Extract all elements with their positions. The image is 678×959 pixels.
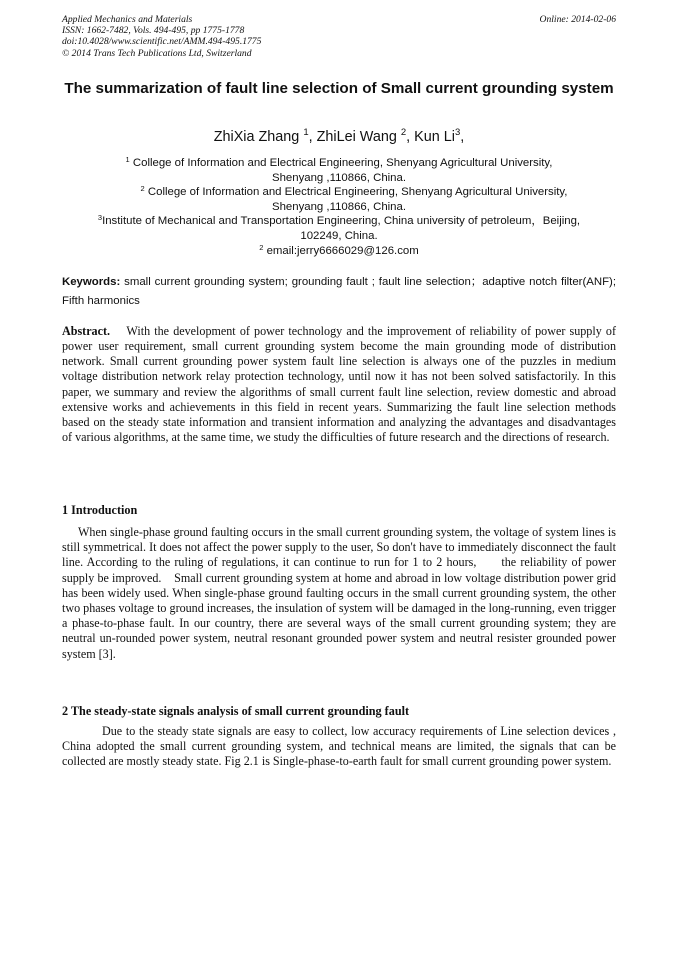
- affiliation-line: Shenyang ,110866, China.: [271, 171, 407, 184]
- section-paragraph: When single-phase ground faulting occurs in the small current grounding system, the voltage of system lines is still symmetrical. It does not affect the power supply to the user, So don't have to immediately disconnect the fault line. According to the ruling of regulations, it can continue to run for 1 to 2 hours, the reliability of power supply be improved. Small current grounding system at home and abroad in low voltage distribution power grid has been widely used. When single-phase ground faulting occurs in the small current grounding system, the other two phases voltage to ground increases, the insulation of system will be damaged in the long-running, even trigger a phase-to-phase fault. In our country, there are several ways of the small current grounding system; they are neutral un-rounded power system, neutral resonant grounded power system and neutral resister grounded power system [3].: [62, 525, 620, 661]
- affiliation-line: 102249, China.: [300, 229, 378, 242]
- journal-doi: doi:10.4028/www.scientific.net/AMM.494-495.1775: [62, 36, 262, 48]
- online-date: Online: 2014-02-06: [539, 14, 616, 25]
- author-email: $^2$ email:jerry6666029@126.com: [259, 242, 419, 257]
- abstract-text: With the development of power technology and the improvement of reliability of power supply of power user requirement, small current grounding system become the main grounding mode of distribution network. Small current grounding power system fault line selection is always one of the puzzles in medium voltage distribution network relay protection technology, until now it has not been solved satisfactorily. In this paper, we summary and review the algorithms of small current fault line selection, review domestic and abroad extensive works and achievements in this field in recent years. Summarizing the fault line selection methods based on the steady state information and transient information and analyzing the advantages and disadvantages of various algorithms, at the same time, we study the difficulties of future research and the directions of research.: [62, 324, 620, 445]
- section-paragraph: Due to the steady state signals are easy to collect, low accuracy requirements of Line selection devices , China adopted the small current grounding system, and technical means are limited, the signals that can be collected are mostly steady state. Fig 2.1 is Single-phase-to-earth fault for small current grounding power system.: [62, 724, 616, 769]
- abstract-label: Abstract.: [62, 324, 111, 338]
- affiliation-line: $^2$ College of Information and Electrical Engineering, Shenyang Agricultural University,: [140, 184, 568, 199]
- author-name: ZhiLei Wang: [316, 129, 401, 145]
- author-list: ZhiXia Zhang $^1$, ZhiLei Wang $^2$, Kun Li$^3$,: [213, 127, 465, 145]
- abstract-block: [62, 324, 620, 445]
- affiliation-line: Shenyang ,110866, China.: [271, 200, 407, 213]
- journal-issn: ISSN: 1662-7482, Vols. 494-495, pp 1775-1778: [62, 25, 245, 37]
- author-affiliation-mark: 1: [303, 127, 309, 138]
- keywords-label: Keywords:: [62, 276, 121, 288]
- journal-copyright: © 2014 Trans Tech Publications Ltd, Switzerland: [62, 47, 252, 59]
- paper-title: The summarization of fault line selection of Small current grounding system: [64, 80, 614, 97]
- affiliation-line: $^1$ College of Information and Electrical Engineering, Shenyang Agricultural University,: [125, 155, 553, 169]
- section-heading: 1 Introduction: [62, 503, 138, 517]
- keywords-text: small current grounding system; grounding fault ; fault line selection；adaptive notch filter(ANF); Fifth harmonics: [62, 276, 616, 307]
- author-affiliation-mark: 3: [454, 127, 461, 138]
- journal-header: [62, 14, 616, 59]
- author-affiliation-mark: 2: [400, 127, 407, 138]
- keywords-block: [62, 273, 616, 310]
- affiliation-line: $^3$Institute of Mechanical and Transportation Engineering, China university of petroleum，Beijing,: [97, 213, 581, 228]
- journal-name: Applied Mechanics and Materials: [62, 14, 193, 25]
- author-name: ZhiXia Zhang: [213, 129, 304, 145]
- author-name: Kun Li: [414, 129, 455, 145]
- section-heading: 2 The steady-state signals analysis of small current grounding fault: [62, 704, 410, 718]
- affiliations: [62, 156, 616, 258]
